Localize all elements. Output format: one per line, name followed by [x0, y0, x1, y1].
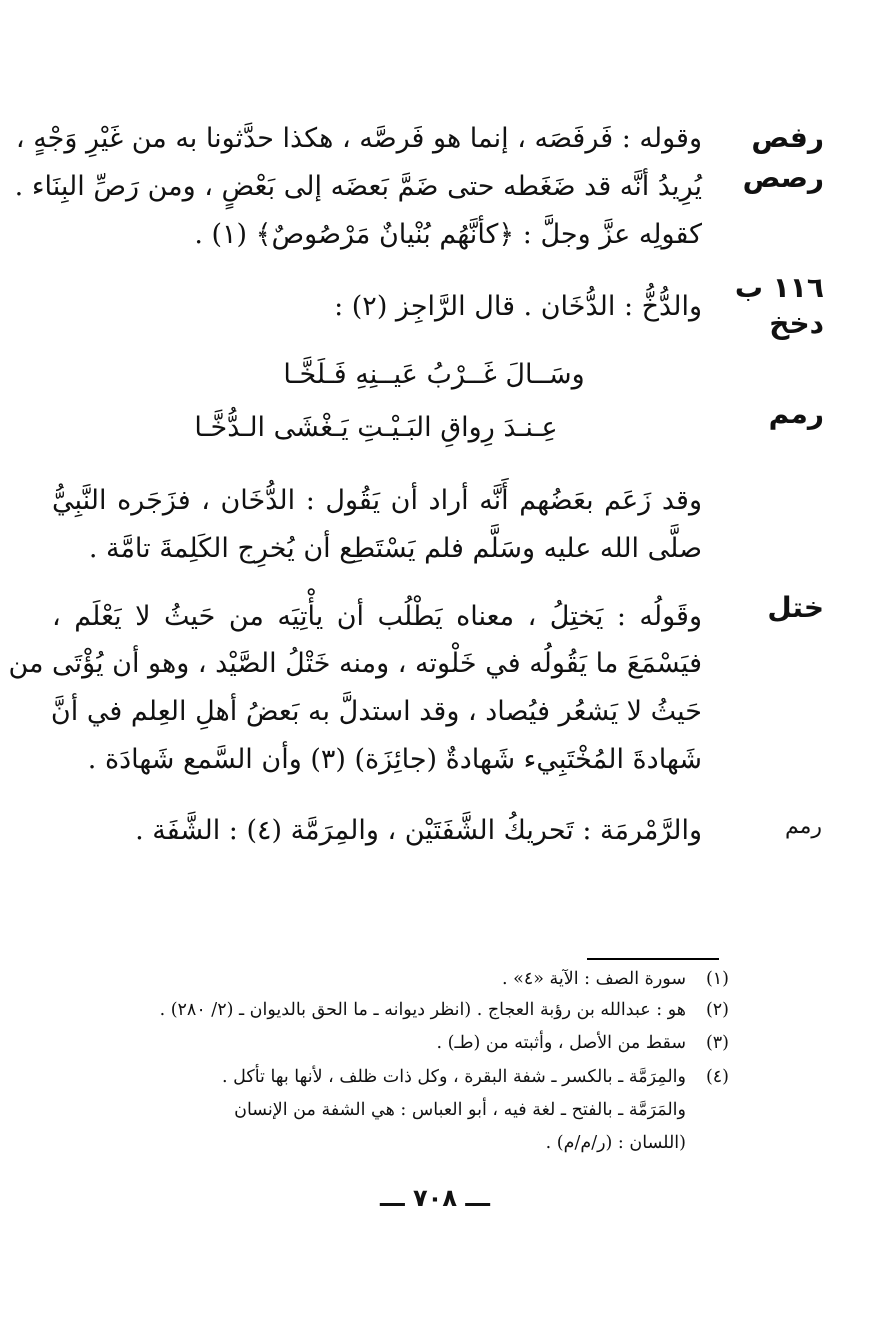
margin-headword-rafs: رفص: [751, 121, 824, 154]
footnote-text: (اللسان : (ر/م/م) .: [545, 1133, 686, 1153]
footnote-number: (٤): [705, 1067, 729, 1087]
footnote-number: (٣): [705, 1033, 729, 1053]
text-line: كقولِه عزَّ وجلَّ : ﴿كأنَّهُم بُنْيانٌ مَرْصُوصٌ﴾ (١) .: [194, 219, 702, 250]
footnote-text: والمِرَمَّة ـ بالكسر ـ شفة البقرة ، وكل ذات ظلف ، لأنها بها تأكل .: [222, 1067, 686, 1087]
footnote-separator: [587, 958, 719, 960]
margin-folio-ref: ١١٦ ب: [734, 271, 824, 304]
margin-headword-dukh: دخخ: [769, 307, 824, 340]
margin-headword-ramm: رمم: [784, 814, 822, 839]
footnote-number: (٢): [705, 1000, 729, 1020]
margin-headword-khatl: ختل: [767, 591, 824, 624]
text-line: وقَولُه : يَختِلُ ، معناه يَطْلُب أن يأْتِيَه من حَيثُ لا يَعْلَم ،: [52, 601, 702, 632]
text-line: والرَّمْرمَة : تَحريكُ الشَّفَتَيْن ، والمِرَمَّة (٤) : الشَّفَة .: [135, 815, 702, 846]
margin-headword-rass: رصص: [742, 161, 824, 194]
footnote-number: (١): [705, 969, 729, 989]
text-line: فيَسْمَعَ ما يَقُولُه في خَلْوته ، ومنه خَتْلُ الصَّيْد ، وهو أن يُؤْتَى من: [8, 648, 702, 679]
text-line: شَهادةَ المُخْتَبِيء شَهادةٌ (جائِزَة) (٣) وأن السَّمع شَهادَة .: [87, 744, 702, 775]
verse-line: عِـنـدَ رِواقِ البَـيْـتِ يَـغْشَى الـدُّخَّـا: [194, 412, 558, 443]
text-line: حَيثُ لا يَشعُر فيُصاد ، وقد استدلَّ به بَعضُ أهلِ العِلم في أنَّ: [50, 696, 702, 727]
text-line: وقوله : فَرفَصَه ، إنما هو فَرصَّه ، هكذا حدَّثونا به من غَيْرِ وَجْهٍ ،: [15, 123, 702, 154]
footnote-text: هو : عبدالله بن رؤبة العجاج . (انظر ديوانه ـ ما الحق بالديوان ـ (٢/ ٢٨٠) .: [159, 1000, 686, 1020]
verse-line: وسَــالَ غَــرْبُ عَيــنِهِ فَـلَخَّـا: [283, 359, 585, 390]
footnote-text: والمَرَمَّة ـ بالفتح ـ لغة فيه ، أبو العباس : هي الشفة من الإنسان: [234, 1100, 686, 1120]
footnote-text: سورة الصف : الآية «٤» .: [501, 969, 686, 989]
text-line: وقد زَعَم بعَضُهم أَنَّه أراد أن يَقُول : الدُّخَان ، فزَجَره النَّبِيُّ: [52, 485, 702, 516]
text-line: والدُّخُّ : الدُّخَان . قال الرَّاجِز (٢) :: [334, 291, 702, 322]
footnote-text: سقط من الأصل ، وأثبته من (طـ) .: [436, 1033, 686, 1053]
text-line: يُرِيدُ أنَّه قد ضَغَطه حتى ضَمَّ بَعضَه إلى بَعْضٍ ، ومن رَصِّ البِنَاء .: [14, 171, 702, 202]
margin-headword-ramm-bold: رمم: [768, 397, 824, 430]
text-line: صلَّى الله عليه وسَلَّم فلم يَسْتَطِع أن يُخرِج الكَلِمةَ تامَّة .: [88, 533, 702, 564]
page-number: ـــ ٧٠٨ ـــ: [380, 1184, 490, 1212]
